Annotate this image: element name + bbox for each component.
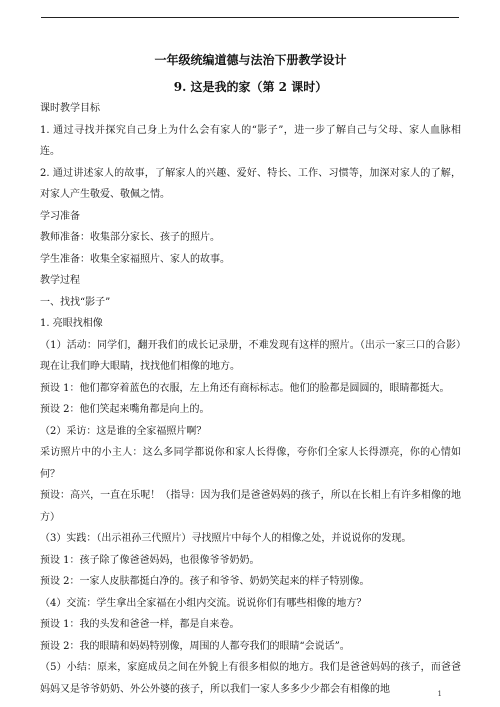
- objective-1: 1. 通过寻找并探究自己身上为什么会有家人的“影子”，进一步了解自己与父母、家人血脉相连。: [40, 124, 461, 157]
- lesson-subtitle: 9. 这是我的家（第 2 课时）: [173, 80, 328, 94]
- part-one-heading: 一、找找“影子”: [40, 296, 111, 308]
- section-heading-preparation: 学习准备: [40, 210, 80, 222]
- section-heading-process: 教学过程: [40, 275, 80, 286]
- preset-paragraph: 预设 1：孩子除了像爸爸妈妈，也很像爷爷奶奶。: [40, 554, 260, 566]
- activity-paragraph: （1）活动：同学们，翻开我们的成长记录册，不难发现有这样的照片。（出示一家三口的合影）现在让我们睁大眼睛，找找他们相像的地方。: [40, 339, 461, 372]
- preset-paragraph: 预设 2：我的眼睛和妈妈特别像，周围的人都夸我们的眼睛“会说话”。: [40, 640, 350, 652]
- document-title: 一年级统编道德与法治下册教学设计: [154, 53, 347, 67]
- preset-paragraph: 预设：高兴，一直在乐呢！（指导：因为我们是爸爸妈妈的孩子，所以在长相上有许多相像的地方）: [40, 490, 461, 523]
- header-rule: [41, 17, 459, 18]
- interview-paragraph: （2）采访：这是谁的全家福照片啊？: [40, 425, 207, 437]
- exchange-paragraph: （4）交流：学生拿出全家福在小组内交流。说说你们有哪些相像的地方？: [40, 597, 367, 609]
- page-number: 1: [437, 690, 442, 698]
- step-1-heading: 1. 亮眼找相像: [40, 318, 103, 329]
- section-heading-objectives: 课时教学目标: [40, 103, 100, 114]
- student-preparation: 学生准备：收集全家福照片、家人的故事。: [40, 253, 230, 265]
- document-content: [40, 52, 461, 700]
- objective-2: 2. 通过讲述家人的故事，了解家人的兴趣、爱好、特长、工作、习惯等，加深对家人的了解，对家人产生敬爱、敬佩之情。: [40, 167, 461, 200]
- teacher-preparation: 教师准备：收集部分家长、孩子的照片。: [40, 232, 220, 243]
- preset-paragraph: 预设 1：我的头发和爸爸一样，都是自来卷。: [40, 619, 240, 630]
- preset-paragraph: 预设 1：他们都穿着蓝色的衣服，左上角还有商标标志。他们的脸都是圆圆的，眼睛都挺大。: [40, 382, 450, 394]
- practice-paragraph: （3）实践：（出示祖孙三代照片）寻找照片中每个人的相像之处，并说说你的发现。: [40, 533, 412, 544]
- preset-paragraph: 预设 2：一家人皮肤都挺白净的。孩子和爷爷、奶奶笑起来的样子特别像。: [40, 576, 370, 587]
- summary-paragraph: （5）小结：原来，家庭成员之间在外貌上有很多相似的地方。我们是爸爸妈妈的孩子，而爸爸妈妈又是爷爷奶奶、外公外婆的孩子，所以我们一家人多多少少都会有相像的地: [40, 662, 461, 695]
- interview-paragraph: 采访照片中的小主人：这么多同学都说你和家人长得像，夸你们全家人长得漂亮，你的心情如何？: [40, 447, 461, 480]
- preset-paragraph: 预设 2：他们笑起来嘴角都是向上的。: [40, 404, 210, 415]
